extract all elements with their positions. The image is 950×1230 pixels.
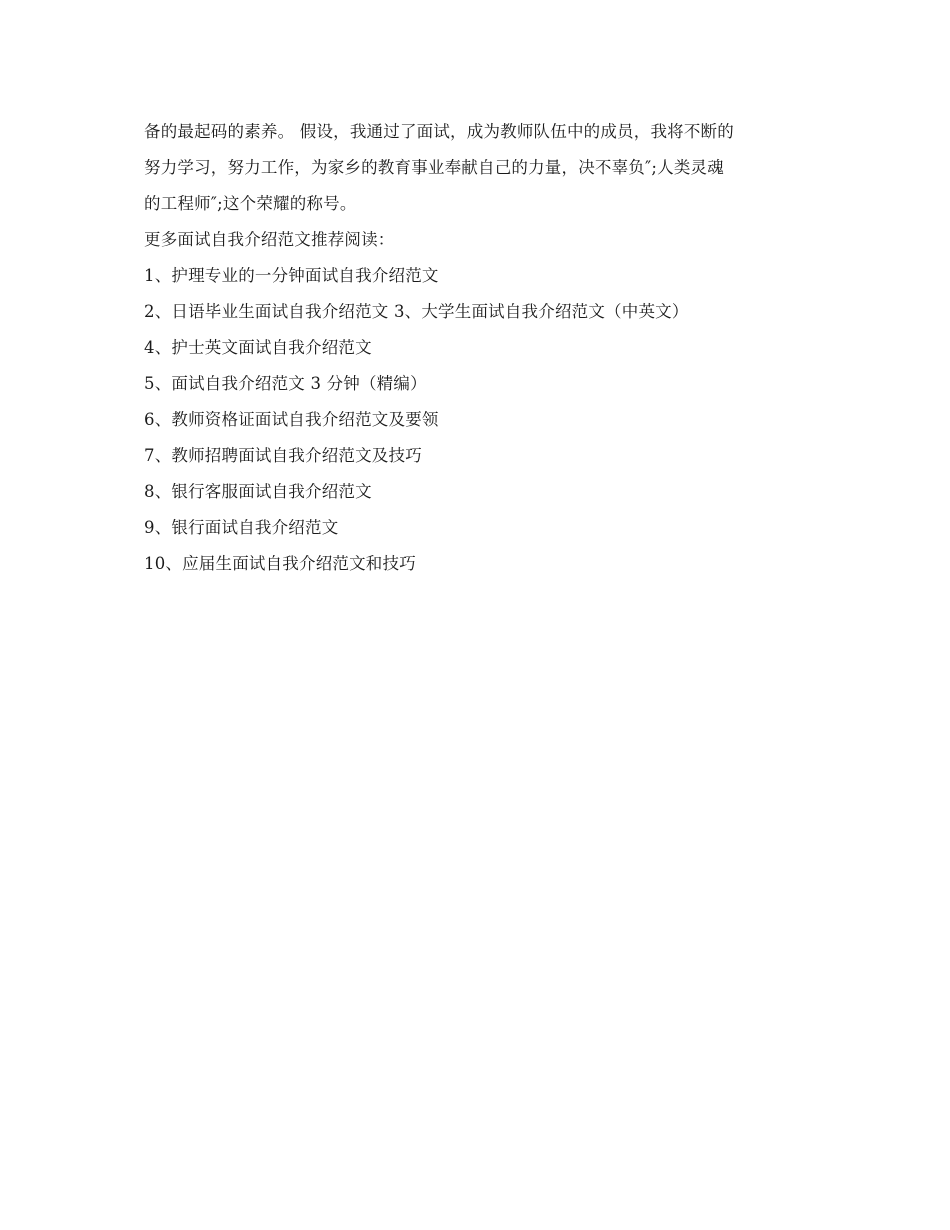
paragraph-line: 努力学习，努力工作，为家乡的教育事业奉献自己的力量，决不辜负″;人类灵魂 bbox=[144, 158, 724, 177]
more-reading-heading: 更多面试自我介绍范文推荐阅读： bbox=[144, 230, 395, 249]
related-article-item: 5、面试自我介绍范文 3 分钟（精编） bbox=[144, 374, 427, 393]
related-article-item: 8、银行客服面试自我介绍范文 bbox=[144, 482, 372, 501]
related-article-item: 4、护士英文面试自我介绍范文 bbox=[144, 338, 372, 357]
related-article-item: 1、护理专业的一分钟面试自我介绍范文 bbox=[144, 266, 439, 285]
related-article-item: 9、银行面试自我介绍范文 bbox=[144, 518, 339, 537]
paragraph-line: 的工程师″;这个荣耀的称号。 bbox=[144, 194, 357, 213]
related-article-item: 6、教师资格证面试自我介绍范文及要领 bbox=[144, 410, 439, 429]
related-article-item: 2、日语毕业生面试自我介绍范文 3、大学生面试自我介绍范文（中英文） bbox=[144, 302, 689, 321]
related-article-item: 10、应届生面试自我介绍范文和技巧 bbox=[144, 554, 416, 573]
document-body bbox=[144, 114, 824, 582]
closing-paragraph bbox=[144, 114, 824, 222]
related-articles-list bbox=[144, 258, 824, 582]
related-article-item: 7、教师招聘面试自我介绍范文及技巧 bbox=[144, 446, 422, 465]
paragraph-line: 备的最起码的素养。 假设，我通过了面试，成为教师队伍中的成员，我将不断的 bbox=[144, 122, 734, 141]
